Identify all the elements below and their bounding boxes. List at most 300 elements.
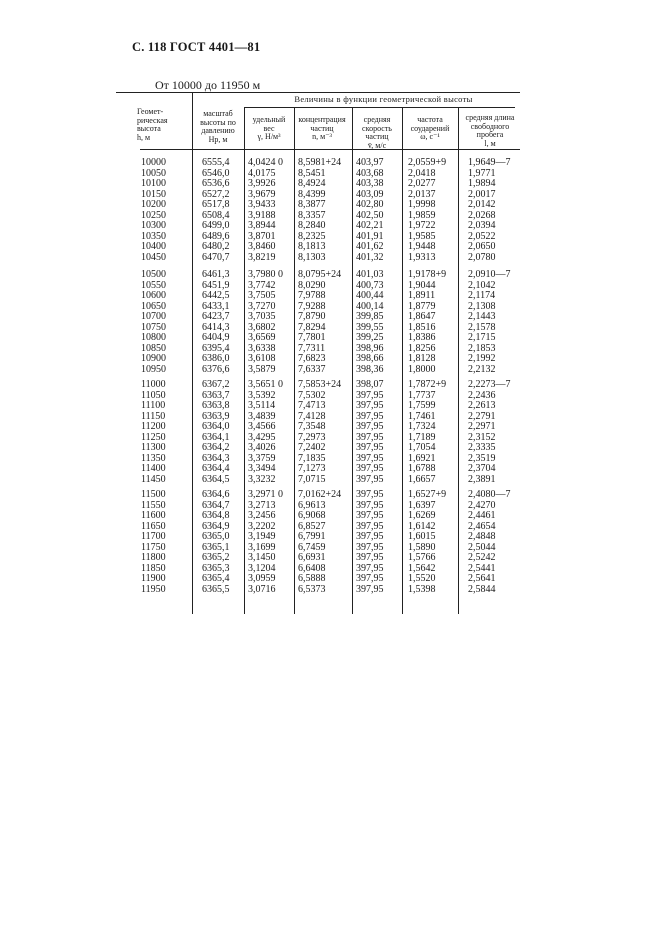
cell-collision-frequency: 1,6527+9: [408, 489, 447, 500]
cell-height: 11000: [141, 379, 166, 390]
cell-specific-weight: 3,6108: [248, 353, 276, 364]
cell-collision-frequency: 2,0418: [408, 167, 436, 179]
cell-pressure-scale: 6365,0: [202, 531, 230, 542]
cell-collision-frequency: 1,7737: [408, 389, 436, 401]
cell-mean-free-path: 2,2971: [468, 421, 496, 432]
cell-mean-velocity: 402,80: [356, 199, 384, 210]
cell-concentration: 8,4924: [298, 178, 326, 189]
table-row: [140, 179, 520, 190]
cell-mean-free-path: 2,2132: [468, 363, 496, 375]
cell-specific-weight: 3,8701: [248, 230, 276, 242]
cell-concentration: 6,9613: [298, 499, 326, 511]
cell-concentration: 7,7801: [298, 332, 326, 343]
cell-mean-free-path: 2,4080—7: [468, 489, 511, 500]
cell-mean-velocity: 397,95: [356, 389, 384, 401]
cell-pressure-scale: 6546,0: [202, 167, 230, 179]
cell-height: 11500: [141, 489, 166, 500]
cell-concentration: 7,0162+24: [298, 489, 342, 500]
cell-specific-weight: 3,9188: [248, 209, 276, 221]
cell-height: 11800: [141, 552, 166, 563]
table-row: [140, 543, 520, 554]
cell-height: 10450: [141, 251, 166, 263]
cell-collision-frequency: 1,9859: [408, 209, 436, 221]
table-block: [140, 490, 520, 595]
cell-mean-free-path: 2,2273—7: [468, 379, 511, 390]
cell-height: 11350: [141, 452, 166, 464]
cell-collision-frequency: 1,9585: [408, 230, 436, 242]
cell-mean-velocity: 401,91: [356, 230, 384, 242]
cell-specific-weight: 3,5114: [248, 400, 276, 411]
cell-height: 11050: [141, 389, 166, 401]
cell-mean-velocity: 400,73: [356, 279, 384, 291]
cell-mean-free-path: 2,0780: [468, 251, 496, 263]
cell-height: 11600: [141, 510, 166, 521]
cell-mean-free-path: 2,3519: [468, 452, 496, 464]
cell-concentration: 7,4713: [298, 400, 326, 411]
cell-specific-weight: 3,0716: [248, 583, 276, 595]
cell-specific-weight: 3,2456: [248, 510, 276, 521]
cell-collision-frequency: 1,8386: [408, 332, 436, 343]
cell-pressure-scale: 6364,4: [202, 463, 230, 474]
cell-concentration: 7,6337: [298, 363, 326, 375]
cell-concentration: 6,5373: [298, 583, 326, 595]
cell-concentration: 7,0715: [298, 473, 326, 485]
cell-specific-weight: 3,7742: [248, 279, 276, 291]
cell-pressure-scale: 6363,7: [202, 389, 230, 401]
cell-height: 11650: [141, 520, 166, 532]
cell-height: 11400: [141, 463, 166, 474]
table-row: [140, 443, 520, 454]
cell-height: 10850: [141, 342, 166, 354]
cell-height: 10800: [141, 332, 166, 343]
cell-concentration: 6,5888: [298, 573, 326, 584]
cell-pressure-scale: 6364,0: [202, 421, 230, 432]
cell-concentration: 8,2840: [298, 220, 326, 231]
cell-specific-weight: 3,7980 0: [248, 269, 283, 280]
cell-pressure-scale: 6517,8: [202, 199, 230, 210]
cell-height: 10250: [141, 209, 166, 221]
cell-specific-weight: 3,4295: [248, 431, 276, 443]
table-row: [140, 190, 520, 201]
cell-pressure-scale: 6364,8: [202, 510, 230, 521]
cell-mean-velocity: 397,95: [356, 520, 384, 532]
cell-specific-weight: 3,8460: [248, 241, 276, 252]
cell-pressure-scale: 6365,3: [202, 562, 230, 574]
cell-height: 11150: [141, 410, 166, 422]
cell-specific-weight: 3,7035: [248, 311, 276, 322]
cell-concentration: 8,0290: [298, 279, 326, 291]
table-row: [140, 221, 520, 232]
table-block: [140, 158, 520, 263]
cell-specific-weight: 3,1699: [248, 541, 276, 553]
cell-specific-weight: 3,7505: [248, 290, 276, 301]
cell-mean-velocity: 397,95: [356, 431, 384, 443]
table-row: [140, 302, 520, 313]
cell-specific-weight: 3,4839: [248, 410, 276, 422]
cell-height: 11550: [141, 499, 166, 511]
cell-concentration: 7,1273: [298, 463, 326, 474]
cell-mean-velocity: 397,95: [356, 410, 384, 422]
cell-pressure-scale: 6395,4: [202, 342, 230, 354]
cell-collision-frequency: 1,9313: [408, 251, 436, 263]
cell-height: 11450: [141, 473, 166, 485]
cell-pressure-scale: 6470,7: [202, 251, 230, 263]
cell-specific-weight: 3,4026: [248, 442, 276, 453]
cell-specific-weight: 4,0175: [248, 167, 276, 179]
cell-pressure-scale: 6423,7: [202, 311, 230, 322]
col-header-concentration: концентрация частиц n, м⁻³: [298, 115, 346, 142]
cell-mean-free-path: 2,0268: [468, 209, 496, 221]
cell-concentration: 7,3548: [298, 421, 326, 432]
cell-height: 11700: [141, 531, 166, 542]
cell-concentration: 8,1813: [298, 241, 326, 252]
table-row: [140, 242, 520, 253]
cell-height: 10650: [141, 300, 166, 312]
cell-concentration: 8,5451: [298, 167, 326, 179]
cell-mean-free-path: 2,2436: [468, 389, 496, 401]
cell-mean-free-path: 1,9771: [468, 167, 496, 179]
cell-mean-velocity: 402,21: [356, 220, 384, 231]
cell-pressure-scale: 6364,1: [202, 431, 230, 443]
cell-mean-free-path: 2,0650: [468, 241, 496, 252]
table-row: [140, 501, 520, 512]
cell-concentration: 7,6823: [298, 353, 326, 364]
cell-height: 11200: [141, 421, 166, 432]
cell-specific-weight: 3,9679: [248, 188, 276, 200]
cell-mean-free-path: 2,5844: [468, 583, 496, 595]
table-row: [140, 281, 520, 292]
cell-mean-free-path: 2,0142: [468, 199, 496, 210]
cell-height: 10150: [141, 188, 166, 200]
cell-specific-weight: 3,9433: [248, 199, 276, 210]
table-row: [140, 412, 520, 423]
cell-height: 11100: [141, 400, 166, 411]
cell-collision-frequency: 1,7872+9: [408, 379, 447, 390]
cell-mean-free-path: 2,5641: [468, 573, 496, 584]
cell-pressure-scale: 6365,4: [202, 573, 230, 584]
table-row: [140, 232, 520, 243]
cell-collision-frequency: 1,5766: [408, 552, 436, 563]
cell-mean-velocity: 397,95: [356, 473, 384, 485]
cell-mean-velocity: 403,68: [356, 167, 384, 179]
cell-mean-velocity: 398,07: [356, 379, 384, 390]
cell-specific-weight: 3,5651 0: [248, 379, 283, 390]
cell-mean-velocity: 397,95: [356, 442, 384, 453]
table-row: [140, 574, 520, 585]
cell-specific-weight: 3,3232: [248, 473, 276, 485]
cell-mean-velocity: 397,95: [356, 421, 384, 432]
cell-mean-velocity: 403,38: [356, 178, 384, 189]
cell-height: 10000: [141, 157, 166, 168]
table-row: [140, 312, 520, 323]
cell-concentration: 6,6408: [298, 562, 326, 574]
cell-mean-free-path: 2,1308: [468, 300, 496, 312]
cell-pressure-scale: 6499,0: [202, 220, 230, 231]
cell-specific-weight: 3,3494: [248, 463, 276, 474]
col-header-pressure-scale: масштаб высоты по давлению Hp, м: [200, 109, 236, 144]
cell-height: 11750: [141, 541, 166, 553]
cell-height: 10550: [141, 279, 166, 291]
table-row: [140, 291, 520, 302]
table-row: [140, 211, 520, 222]
col-header-collision-frequency: частота соударений ω, с⁻¹: [410, 115, 450, 142]
cell-concentration: 7,8790: [298, 311, 326, 322]
cell-collision-frequency: 1,9044: [408, 279, 436, 291]
cell-mean-free-path: 2,1853: [468, 342, 496, 354]
cell-mean-velocity: 403,09: [356, 188, 384, 200]
cell-mean-free-path: 2,1042: [468, 279, 496, 291]
cell-mean-velocity: 398,66: [356, 353, 384, 364]
cell-collision-frequency: 1,5642: [408, 562, 436, 574]
cell-collision-frequency: 1,6657: [408, 473, 436, 485]
page-header: С. 118 ГОСТ 4401—81: [132, 40, 261, 54]
cell-mean-free-path: 1,9894: [468, 178, 496, 189]
cell-collision-frequency: 1,7054: [408, 442, 436, 453]
col-header-mean-velocity: средняя скорость частиц v̄, м/с: [362, 115, 392, 150]
cell-height: 10750: [141, 321, 166, 333]
cell-concentration: 7,2402: [298, 442, 326, 453]
cell-collision-frequency: 1,6269: [408, 510, 436, 521]
cell-mean-velocity: 397,95: [356, 552, 384, 563]
cell-pressure-scale: 6480,2: [202, 241, 230, 252]
cell-mean-velocity: 397,95: [356, 531, 384, 542]
group-header: Величины в функции геометрической высоты: [294, 94, 473, 104]
cell-pressure-scale: 6365,2: [202, 552, 230, 563]
table-row: [140, 433, 520, 444]
cell-height: 11950: [141, 583, 166, 595]
table-row: [140, 365, 520, 376]
group-header-rule: [245, 107, 515, 108]
cell-pressure-scale: 6376,6: [202, 363, 230, 375]
cell-collision-frequency: 1,7189: [408, 431, 436, 443]
cell-pressure-scale: 6364,5: [202, 473, 230, 485]
cell-concentration: 8,0795+24: [298, 269, 342, 280]
cell-mean-velocity: 403,97: [356, 157, 384, 168]
cell-specific-weight: 3,9926: [248, 178, 276, 189]
cell-specific-weight: 3,6338: [248, 342, 276, 354]
cell-concentration: 6,7459: [298, 541, 326, 553]
cell-mean-free-path: 2,5044: [468, 541, 496, 553]
cell-mean-velocity: 401,62: [356, 241, 384, 252]
cell-concentration: 8,3877: [298, 199, 326, 210]
cell-concentration: 8,1303: [298, 251, 326, 263]
cell-specific-weight: 3,7270: [248, 300, 276, 312]
cell-height: 10400: [141, 241, 166, 252]
cell-mean-free-path: 2,5441: [468, 562, 496, 574]
cell-concentration: 7,5302: [298, 389, 326, 401]
cell-pressure-scale: 6527,2: [202, 188, 230, 200]
cell-collision-frequency: 1,5520: [408, 573, 436, 584]
cell-pressure-scale: 6363,8: [202, 400, 230, 411]
cell-mean-velocity: 401,03: [356, 269, 384, 280]
cell-collision-frequency: 1,7324: [408, 421, 436, 432]
cell-concentration: 6,8527: [298, 520, 326, 532]
cell-concentration: 7,7311: [298, 342, 326, 354]
cell-height: 11300: [141, 442, 166, 453]
cell-height: 10900: [141, 353, 166, 364]
cell-height: 10200: [141, 199, 166, 210]
cell-pressure-scale: 6364,6: [202, 489, 230, 500]
cell-specific-weight: 3,2713: [248, 499, 276, 511]
cell-pressure-scale: 6364,7: [202, 499, 230, 511]
table-row: [140, 553, 520, 564]
cell-pressure-scale: 6555,4: [202, 157, 230, 168]
cell-mean-free-path: 2,1578: [468, 321, 496, 333]
cell-collision-frequency: 2,0277: [408, 178, 436, 189]
table-row: [140, 401, 520, 412]
cell-height: 10100: [141, 178, 166, 189]
table-row: [140, 475, 520, 486]
cell-collision-frequency: 1,6015: [408, 531, 436, 542]
cell-concentration: 7,1835: [298, 452, 326, 464]
cell-pressure-scale: 6363,9: [202, 410, 230, 422]
cell-concentration: 7,5853+24: [298, 379, 342, 390]
cell-specific-weight: 3,1949: [248, 531, 276, 542]
table-row: [140, 522, 520, 533]
cell-mean-free-path: 2,0910—7: [468, 269, 511, 280]
table-row: [140, 380, 520, 391]
cell-mean-velocity: 397,95: [356, 400, 384, 411]
table-row: [140, 391, 520, 402]
cell-mean-free-path: 2,3152: [468, 431, 496, 443]
cell-mean-velocity: 397,95: [356, 489, 384, 500]
cell-specific-weight: 3,8944: [248, 220, 276, 231]
table-row: [140, 344, 520, 355]
cell-mean-free-path: 2,1174: [468, 290, 496, 301]
cell-collision-frequency: 1,9178+9: [408, 269, 447, 280]
cell-collision-frequency: 1,7599: [408, 400, 436, 411]
cell-height: 11850: [141, 562, 166, 574]
table-top-rule: [116, 92, 520, 93]
cell-mean-velocity: 399,25: [356, 332, 384, 343]
cell-height: 10300: [141, 220, 166, 231]
table-block: [140, 380, 520, 485]
cell-collision-frequency: 1,9998: [408, 199, 436, 210]
cell-collision-frequency: 1,8516: [408, 321, 436, 333]
cell-specific-weight: 3,0959: [248, 573, 276, 584]
cell-collision-frequency: 1,8128: [408, 353, 436, 364]
cell-collision-frequency: 1,8779: [408, 300, 436, 312]
cell-specific-weight: 3,1204: [248, 562, 276, 574]
cell-collision-frequency: 1,8000: [408, 363, 436, 375]
table-row: [140, 200, 520, 211]
cell-collision-frequency: 1,7461: [408, 410, 436, 422]
cell-pressure-scale: 6364,9: [202, 520, 230, 532]
cell-mean-velocity: 399,55: [356, 321, 384, 333]
cell-concentration: 8,4399: [298, 188, 326, 200]
table-row: [140, 333, 520, 344]
cell-mean-free-path: 2,1443: [468, 311, 496, 322]
cell-collision-frequency: 1,5398: [408, 583, 436, 595]
cell-specific-weight: 3,5879: [248, 363, 276, 375]
cell-specific-weight: 3,5392: [248, 389, 276, 401]
cell-concentration: 6,9068: [298, 510, 326, 521]
cell-pressure-scale: 6365,5: [202, 583, 230, 595]
cell-mean-velocity: 397,95: [356, 452, 384, 464]
table-row: [140, 354, 520, 365]
cell-mean-velocity: 397,95: [356, 583, 384, 595]
cell-mean-free-path: 1,9649—7: [468, 157, 511, 168]
cell-specific-weight: 3,6569: [248, 332, 276, 343]
cell-pressure-scale: 6451,9: [202, 279, 230, 291]
cell-mean-free-path: 2,3704: [468, 463, 496, 474]
cell-pressure-scale: 6489,6: [202, 230, 230, 242]
cell-mean-free-path: 2,5242: [468, 552, 496, 563]
cell-pressure-scale: 6404,9: [202, 332, 230, 343]
cell-pressure-scale: 6367,2: [202, 379, 230, 390]
cell-specific-weight: 3,2202: [248, 520, 276, 532]
cell-mean-velocity: 400,44: [356, 290, 384, 301]
cell-mean-free-path: 2,4654: [468, 520, 496, 532]
table-row: [140, 564, 520, 575]
cell-height: 11900: [141, 573, 166, 584]
cell-mean-free-path: 2,1992: [468, 353, 496, 364]
cell-specific-weight: 3,2971 0: [248, 489, 283, 500]
cell-concentration: 7,2973: [298, 431, 326, 443]
cell-height: 10500: [141, 269, 166, 280]
table-row: [140, 270, 520, 281]
table-row: [140, 511, 520, 522]
cell-mean-velocity: 399,85: [356, 311, 384, 322]
cell-mean-velocity: 401,32: [356, 251, 384, 263]
cell-mean-free-path: 2,0394: [468, 220, 496, 231]
cell-height: 10350: [141, 230, 166, 242]
cell-specific-weight: 3,4566: [248, 421, 276, 432]
cell-height: 10600: [141, 290, 166, 301]
cell-concentration: 6,7991: [298, 531, 326, 542]
cell-pressure-scale: 6364,2: [202, 442, 230, 453]
cell-collision-frequency: 1,8256: [408, 342, 436, 354]
cell-pressure-scale: 6461,3: [202, 269, 230, 280]
cell-mean-velocity: 397,95: [356, 573, 384, 584]
cell-mean-free-path: 2,1715: [468, 332, 496, 343]
table-row: [140, 454, 520, 465]
cell-mean-free-path: 2,3335: [468, 442, 496, 453]
cell-height: 11250: [141, 431, 166, 443]
table-row: [140, 253, 520, 264]
cell-collision-frequency: 1,8911: [408, 290, 436, 301]
col-header-mean-free-path: средняя длина свободного пробега l, м: [465, 113, 515, 148]
cell-mean-free-path: 2,4461: [468, 510, 496, 521]
table-row: [140, 169, 520, 180]
table-row: [140, 464, 520, 475]
table-row: [140, 158, 520, 169]
cell-mean-velocity: 398,36: [356, 363, 384, 375]
col-header-specific-weight: удельный вес γ, Н/м³: [252, 115, 286, 142]
cell-specific-weight: 4,0424 0: [248, 157, 283, 168]
col-header-height: Геомет- рическая высота h, м: [137, 107, 168, 142]
cell-collision-frequency: 1,8647: [408, 311, 436, 322]
header-bottom-rule: [140, 149, 520, 150]
cell-specific-weight: 3,8219: [248, 251, 276, 263]
cell-concentration: 6,6931: [298, 552, 326, 563]
cell-pressure-scale: 6536,6: [202, 178, 230, 189]
cell-pressure-scale: 6364,3: [202, 452, 230, 464]
table-row: [140, 585, 520, 596]
cell-height: 10950: [141, 363, 166, 375]
cell-mean-free-path: 2,0017: [468, 188, 496, 200]
cell-mean-free-path: 2,0522: [468, 230, 496, 242]
cell-mean-velocity: 400,14: [356, 300, 384, 312]
cell-pressure-scale: 6433,1: [202, 300, 230, 312]
cell-specific-weight: 3,1450: [248, 552, 276, 563]
cell-mean-velocity: 397,95: [356, 499, 384, 511]
cell-specific-weight: 3,3759: [248, 452, 276, 464]
cell-concentration: 8,3357: [298, 209, 326, 221]
cell-pressure-scale: 6442,5: [202, 290, 230, 301]
range-title: От 10000 до 11950 м: [155, 78, 261, 92]
cell-mean-velocity: 402,50: [356, 209, 384, 221]
